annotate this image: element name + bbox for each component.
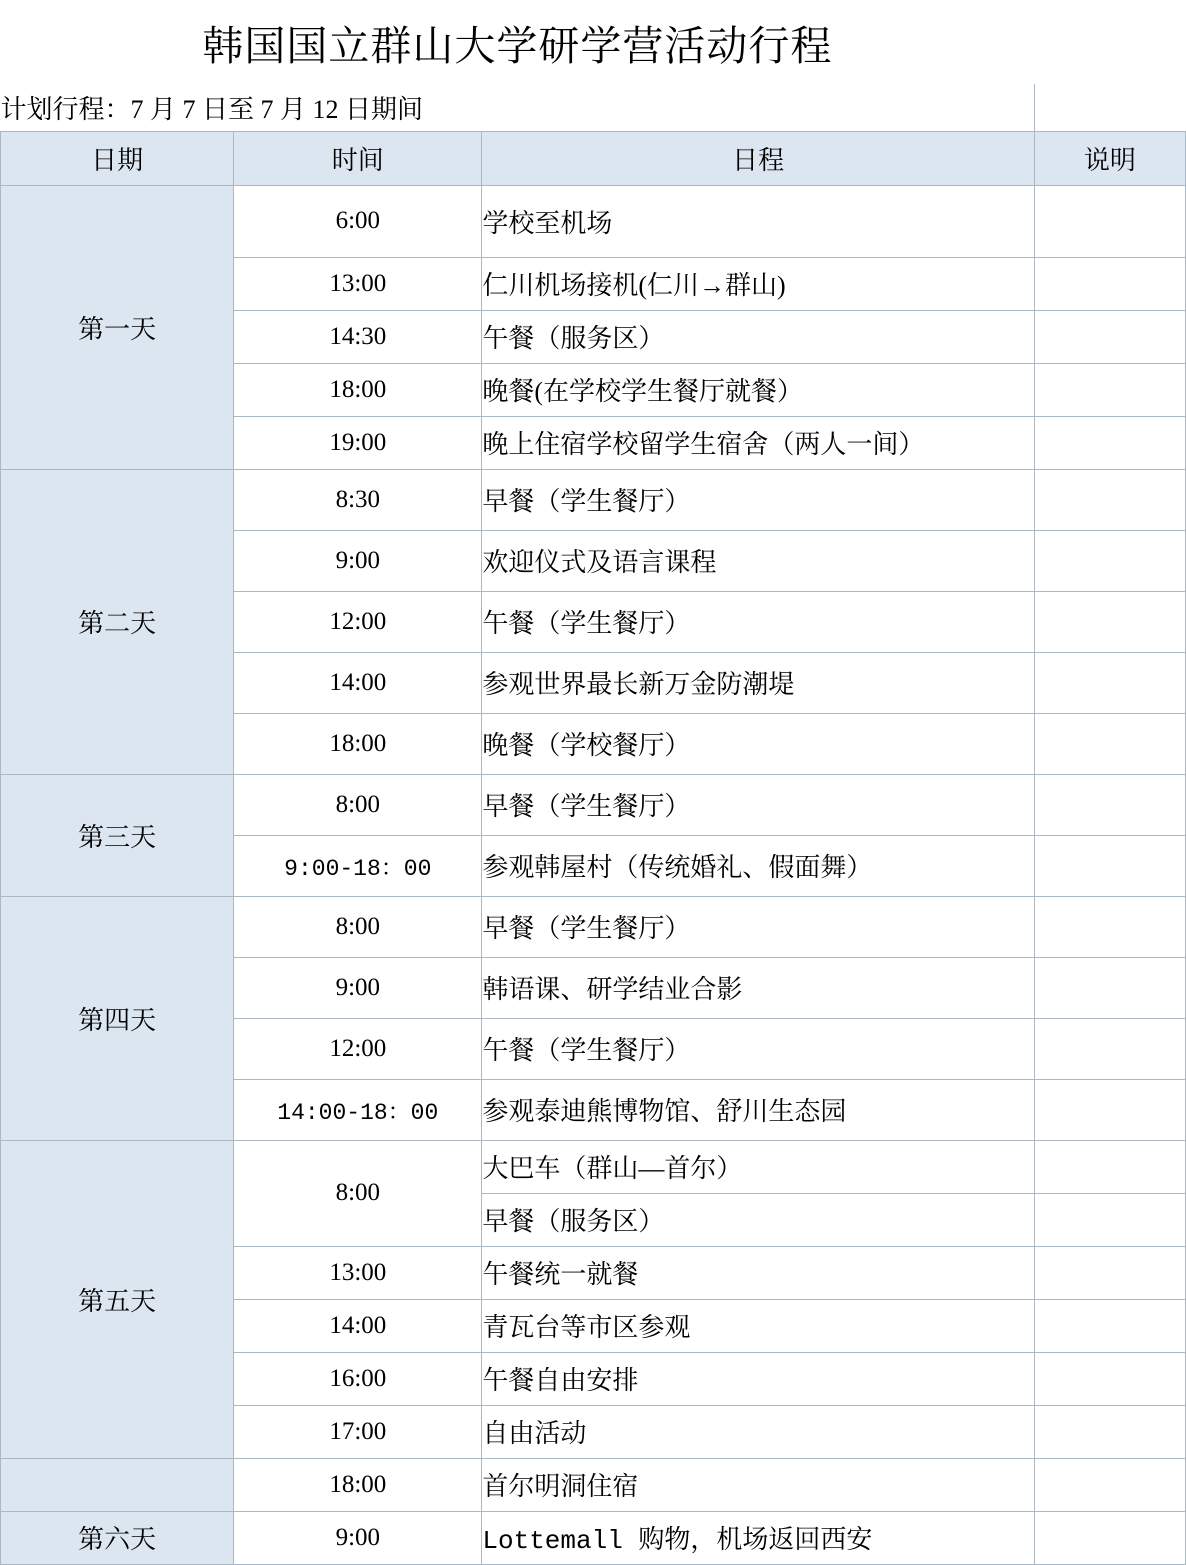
row-time: 18:00: [234, 363, 482, 416]
row-plan: 仁川机场接机(仁川→群山): [482, 257, 1034, 310]
row-time: 13:00: [234, 257, 482, 310]
day-label: 第四天: [1, 896, 234, 1140]
row-time: 9:00: [234, 1511, 482, 1564]
row-time: 12:00: [234, 1018, 482, 1079]
row-note: [1034, 530, 1185, 591]
row-time: 13:00: [234, 1246, 482, 1299]
row-note: [1034, 363, 1185, 416]
row-note: [1034, 257, 1185, 310]
row-plan: 韩语课、研学结业合影: [482, 957, 1034, 1018]
table-row: [1, 774, 1186, 835]
row-note: [1034, 713, 1185, 774]
row-plan: 青瓦台等市区参观: [482, 1299, 1034, 1352]
column-header-time: 时间: [234, 131, 482, 185]
row-note: [1034, 1246, 1185, 1299]
row-time: 8:00: [234, 774, 482, 835]
row-time: 14:00: [234, 652, 482, 713]
row-note: [1034, 416, 1185, 469]
row-time: 19:00: [234, 416, 482, 469]
row-time: 14:00-18：00: [234, 1079, 482, 1140]
row-plan: 参观泰迪熊博物馆、舒川生态园: [482, 1079, 1034, 1140]
column-header-note: 说明: [1034, 131, 1185, 185]
row-plan: 早餐（服务区）: [482, 1193, 1034, 1246]
title-row: [1, 0, 1186, 84]
table-row: [1, 1140, 1186, 1193]
row-plan: 午餐（学生餐厅）: [482, 591, 1034, 652]
row-plan: 首尔明洞住宿: [482, 1458, 1034, 1511]
row-plan: 午餐（服务区）: [482, 310, 1034, 363]
row-note: [1034, 1458, 1185, 1511]
subtitle-blank-cell: [1034, 84, 1185, 131]
row-plan: 欢迎仪式及语言课程: [482, 530, 1034, 591]
row-note: [1034, 1140, 1185, 1193]
table-header-row: [1, 131, 1186, 185]
row-note: [1034, 957, 1185, 1018]
row-plan: 大巴车（群山—首尔）: [482, 1140, 1034, 1193]
row-plan: 参观世界最长新万金防潮堤: [482, 652, 1034, 713]
row-time: 8:30: [234, 469, 482, 530]
row-plan: 午餐（学生餐厅）: [482, 1018, 1034, 1079]
row-time: 12:00: [234, 591, 482, 652]
day-label: 第五天: [1, 1140, 234, 1458]
row-plan: 参观韩屋村（传统婚礼、假面舞）: [482, 835, 1034, 896]
row-note: [1034, 185, 1185, 257]
row-note: [1034, 1511, 1185, 1564]
day-label: 第二天: [1, 469, 234, 774]
row-note: [1034, 591, 1185, 652]
table-row: [1, 469, 1186, 530]
day-label: 第三天: [1, 774, 234, 896]
column-header-plan: 日程: [482, 131, 1034, 185]
subtitle-row: [1, 84, 1186, 131]
row-note: [1034, 652, 1185, 713]
row-note: [1034, 1018, 1185, 1079]
row-note: [1034, 896, 1185, 957]
row-time: 14:30: [234, 310, 482, 363]
row-time: 8:00: [234, 896, 482, 957]
column-header-date: 日期: [1, 131, 234, 185]
day-label: 第六天: [1, 1511, 234, 1564]
row-note: [1034, 774, 1185, 835]
table-row: [1, 185, 1186, 257]
row-note: [1034, 1352, 1185, 1405]
table-row: [1, 1511, 1186, 1564]
row-time: 9:00: [234, 957, 482, 1018]
row-plan: 早餐（学生餐厅）: [482, 774, 1034, 835]
row-note: [1034, 835, 1185, 896]
schedule-subtitle: 计划行程：7 月 7 日至 7 月 12 日期间: [1, 84, 1035, 131]
row-note: [1034, 310, 1185, 363]
day-label: 第一天: [1, 185, 234, 469]
row-time: 18:00: [234, 713, 482, 774]
row-plan: Lottemall 购物，机场返回西安: [482, 1511, 1034, 1564]
row-note: [1034, 469, 1185, 530]
row-time: 18:00: [234, 1458, 482, 1511]
day-label: [1, 1458, 234, 1511]
title-blank-cell: [1034, 0, 1185, 84]
row-time: 14:00: [234, 1299, 482, 1352]
row-note: [1034, 1299, 1185, 1352]
row-time: 9:00-18：00: [234, 835, 482, 896]
row-plan: 晚餐(在学校学生餐厅就餐）: [482, 363, 1034, 416]
row-note: [1034, 1405, 1185, 1458]
row-plan: 午餐自由安排: [482, 1352, 1034, 1405]
row-plan: 自由活动: [482, 1405, 1034, 1458]
table-row: [1, 1458, 1186, 1511]
row-plan: 晚上住宿学校留学生宿舍（两人一间）: [482, 416, 1034, 469]
row-plan: 学校至机场: [482, 185, 1034, 257]
table-row: [1, 896, 1186, 957]
page-title: 韩国国立群山大学研学营活动行程: [202, 22, 833, 69]
row-time: 16:00: [234, 1352, 482, 1405]
row-plan: 午餐统一就餐: [482, 1246, 1034, 1299]
row-plan: 晚餐（学校餐厅）: [482, 713, 1034, 774]
row-plan: 早餐（学生餐厅）: [482, 896, 1034, 957]
row-time: 9:00: [234, 530, 482, 591]
row-time: 6:00: [234, 185, 482, 257]
row-note: [1034, 1079, 1185, 1140]
row-time: 17:00: [234, 1405, 482, 1458]
row-time: 8:00: [234, 1140, 482, 1246]
row-note: [1034, 1193, 1185, 1246]
row-plan: 早餐（学生餐厅）: [482, 469, 1034, 530]
